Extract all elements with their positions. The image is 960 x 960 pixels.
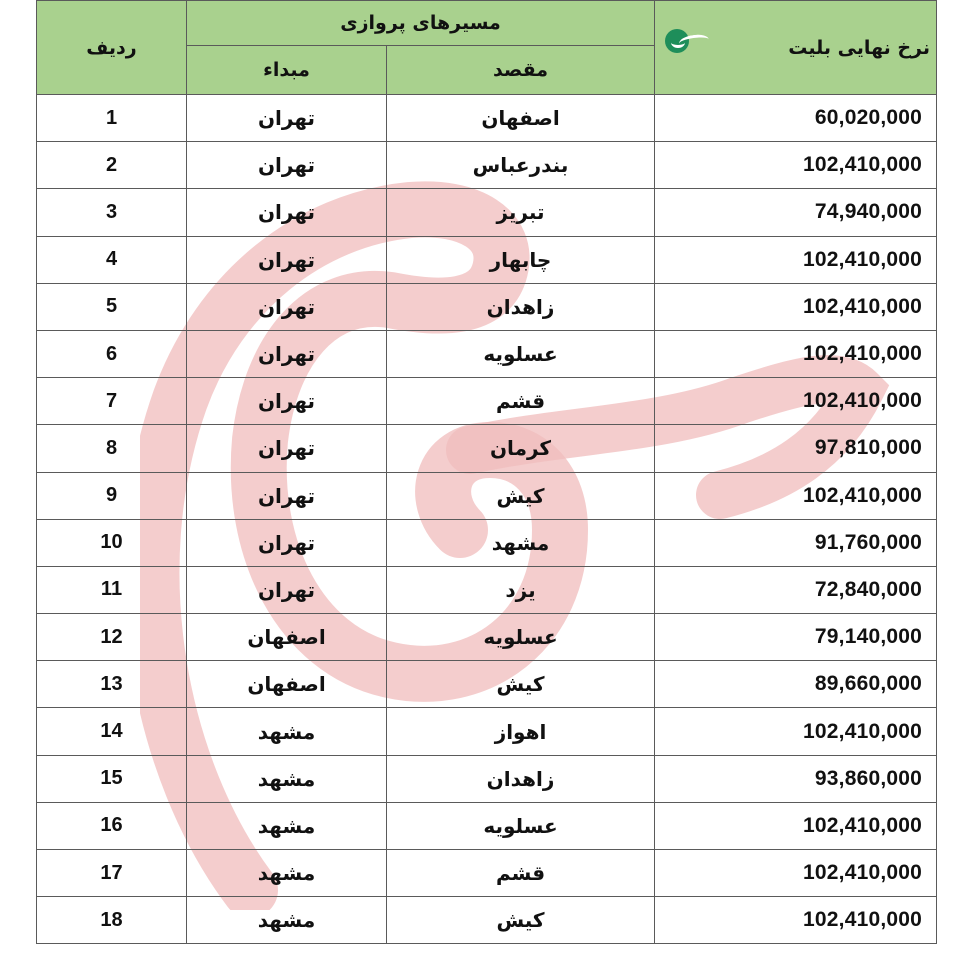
origin-cell: تهران (187, 142, 387, 189)
row-number-cell: 2 (37, 142, 187, 189)
price-cell: 102,410,000 (655, 236, 937, 283)
price-cell: 102,410,000 (655, 283, 937, 330)
table-row (37, 661, 937, 708)
price-cell: 74,940,000 (655, 189, 937, 236)
table-row (37, 519, 937, 566)
row-number-cell: 4 (37, 236, 187, 283)
row-number-cell: 11 (37, 566, 187, 613)
price-cell: 102,410,000 (655, 708, 937, 755)
destination-cell: اهواز (387, 708, 655, 755)
destination-cell: زاهدان (387, 755, 655, 802)
row-number-cell: 1 (37, 95, 187, 142)
header-final-price-label: نرخ نهایی بلیت (788, 36, 931, 59)
price-cell: 72,840,000 (655, 566, 937, 613)
destination-cell: قشم (387, 850, 655, 897)
origin-cell: تهران (187, 236, 387, 283)
price-cell: 91,760,000 (655, 519, 937, 566)
destination-cell: عسلویه (387, 330, 655, 377)
origin-cell: تهران (187, 472, 387, 519)
row-number-cell: 12 (37, 614, 187, 661)
destination-cell: کیش (387, 897, 655, 944)
origin-cell: اصفهان (187, 614, 387, 661)
origin-cell: تهران (187, 189, 387, 236)
price-cell: 102,410,000 (655, 142, 937, 189)
table-row (37, 283, 937, 330)
header-destination: مقصد (387, 46, 655, 95)
destination-cell: بندرعباس (387, 142, 655, 189)
header-origin: مبداء (187, 46, 387, 95)
origin-cell: تهران (187, 519, 387, 566)
header-flight-routes: مسیرهای پروازی (187, 1, 655, 46)
header-row-number: ردیف (37, 1, 187, 95)
row-number-cell: 13 (37, 661, 187, 708)
news-logo-icon (665, 29, 711, 55)
row-number-cell: 17 (37, 850, 187, 897)
origin-cell: اصفهان (187, 661, 387, 708)
destination-cell: تبریز (387, 189, 655, 236)
price-cell: 102,410,000 (655, 897, 937, 944)
table-row (37, 142, 937, 189)
origin-cell: مشهد (187, 708, 387, 755)
table-row (37, 472, 937, 519)
row-number-cell: 14 (37, 708, 187, 755)
destination-cell: عسلویه (387, 614, 655, 661)
table-row (37, 189, 937, 236)
price-cell: 89,660,000 (655, 661, 937, 708)
destination-cell: چابهار (387, 236, 655, 283)
destination-cell: کیش (387, 661, 655, 708)
destination-cell: مشهد (387, 519, 655, 566)
row-number-cell: 9 (37, 472, 187, 519)
origin-cell: تهران (187, 566, 387, 613)
row-number-cell: 5 (37, 283, 187, 330)
destination-cell: کرمان (387, 425, 655, 472)
row-number-cell: 8 (37, 425, 187, 472)
table-row (37, 614, 937, 661)
price-cell: 102,410,000 (655, 378, 937, 425)
row-number-cell: 15 (37, 755, 187, 802)
origin-cell: مشهد (187, 850, 387, 897)
table-row (37, 897, 937, 944)
origin-cell: مشهد (187, 755, 387, 802)
table-row (37, 566, 937, 613)
destination-cell: زاهدان (387, 283, 655, 330)
origin-cell: تهران (187, 283, 387, 330)
row-number-cell: 3 (37, 189, 187, 236)
price-cell: 97,810,000 (655, 425, 937, 472)
flight-price-table (36, 0, 937, 944)
price-cell: 60,020,000 (655, 95, 937, 142)
price-cell: 102,410,000 (655, 472, 937, 519)
origin-cell: مشهد (187, 802, 387, 849)
table-row (37, 330, 937, 377)
table-row (37, 755, 937, 802)
row-number-cell: 7 (37, 378, 187, 425)
row-number-cell: 16 (37, 802, 187, 849)
origin-cell: مشهد (187, 897, 387, 944)
table-row (37, 802, 937, 849)
table-row (37, 236, 937, 283)
table-row (37, 708, 937, 755)
price-cell: 102,410,000 (655, 330, 937, 377)
price-cell: 79,140,000 (655, 614, 937, 661)
origin-cell: تهران (187, 425, 387, 472)
origin-cell: تهران (187, 330, 387, 377)
destination-cell: قشم (387, 378, 655, 425)
origin-cell: تهران (187, 95, 387, 142)
header-final-price (655, 1, 937, 95)
destination-cell: عسلویه (387, 802, 655, 849)
table-row (37, 425, 937, 472)
table-row (37, 95, 937, 142)
table-body (37, 95, 937, 944)
table-row (37, 378, 937, 425)
destination-cell: کیش (387, 472, 655, 519)
origin-cell: تهران (187, 378, 387, 425)
row-number-cell: 6 (37, 330, 187, 377)
destination-cell: یزد (387, 566, 655, 613)
table-row (37, 850, 937, 897)
price-cell: 102,410,000 (655, 850, 937, 897)
price-cell: 93,860,000 (655, 755, 937, 802)
row-number-cell: 10 (37, 519, 187, 566)
row-number-cell: 18 (37, 897, 187, 944)
destination-cell: اصفهان (387, 95, 655, 142)
price-cell: 102,410,000 (655, 802, 937, 849)
